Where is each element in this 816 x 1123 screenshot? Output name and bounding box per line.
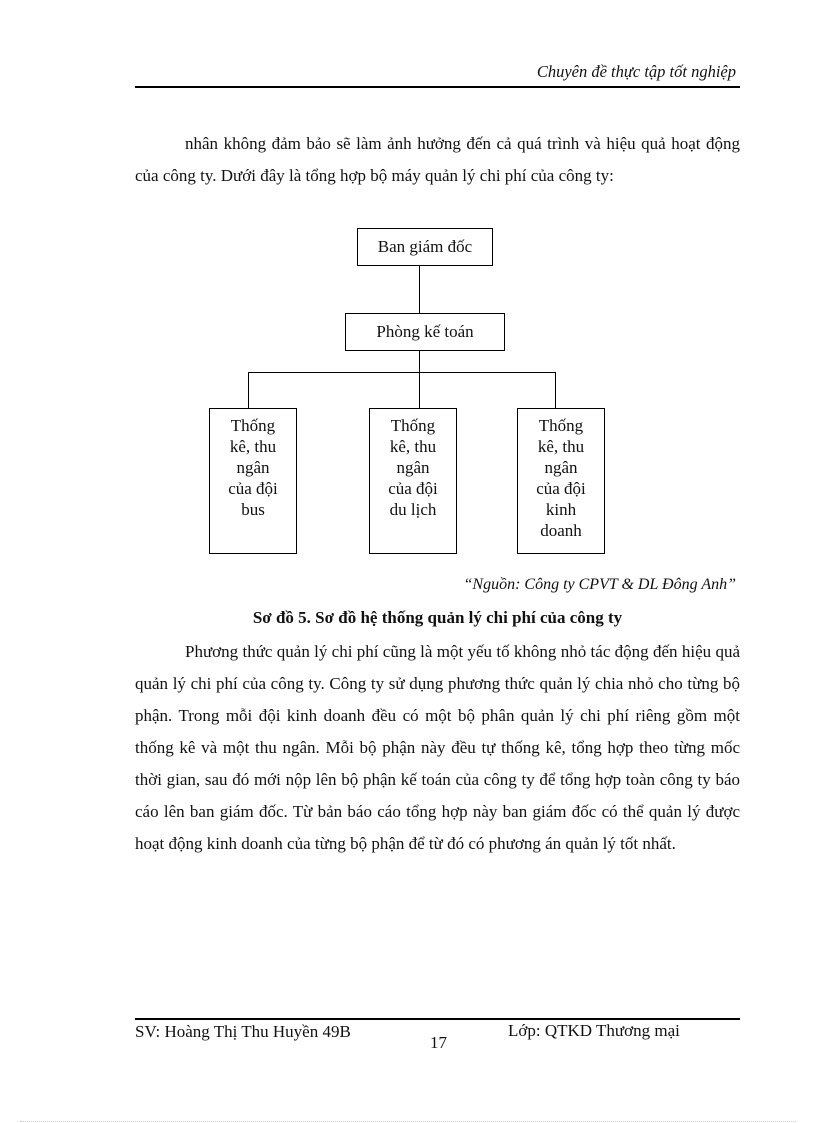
footer-student: SV: Hoàng Thị Thu Huyền 49B	[135, 1022, 351, 1041]
footer-rule	[135, 1018, 740, 1020]
connector-leaf-3	[555, 372, 556, 408]
body-paragraph-1: nhân không đảm bảo sẽ làm ảnh hưởng đến cả quá trình và hiệu quả hoạt động của công ty. Dưới đây là tổng hợp bộ máy quản lý chi phí của công ty:	[135, 134, 740, 185]
header-title: Chuyên đề thực tập tốt nghiệp	[536, 62, 736, 81]
connector-director-accounting	[419, 266, 420, 313]
chart-box-director: Ban giám đốc	[357, 228, 493, 266]
footer-page-number: 17	[430, 1033, 447, 1052]
connector-leaf-1	[248, 372, 249, 408]
body-paragraph-2: Phương thức quản lý chi phí cũng là một yếu tố không nhỏ tác động đến hiệu quả quản lý chi phí của công ty. Công ty sử dụng phương thức quản lý chia nhỏ cho từng bộ phận. Trong mỗi đội kinh doanh đều có một bộ phân quản lý chi phí riêng gồm một thống kê và một thu ngân. Mỗi bộ phận này đều tự thống kê, tổng hợp theo từng mốc thời gian, sau đó mới nộp lên bộ phận kế toán của công ty để tổng hợp toàn công ty báo cáo lên ban giám đốc. Từ bản báo cáo tổng hợp này ban giám đốc có thể quản lý được hoạt động kinh doanh của từng bộ phận để từ đó có phương án quản lý tốt nhất.	[135, 642, 740, 853]
chart-box-accounting: Phòng kế toán	[345, 313, 505, 351]
diagram-caption: Sơ đồ 5. Sơ đồ hệ thống quản lý chi phí của công ty	[252, 608, 623, 627]
header-rule	[135, 86, 740, 88]
connector-horizontal-bar	[248, 372, 555, 373]
diagram-source: “Nguồn: Công ty CPVT & DL Đông Anh”	[463, 576, 736, 593]
chart-box-tourism-team: Thống kê, thu ngân của đội du lịch	[369, 408, 457, 554]
chart-box-bus-team: Thống kê, thu ngân của đội bus	[209, 408, 297, 554]
page-bottom-divider	[20, 1121, 796, 1122]
connector-accounting-down	[419, 351, 420, 373]
connector-leaf-2	[419, 372, 420, 408]
footer-class: Lớp: QTKD Thương mại	[508, 1021, 680, 1040]
chart-box-business-team: Thống kê, thu ngân của đội kinh doanh	[517, 408, 605, 554]
